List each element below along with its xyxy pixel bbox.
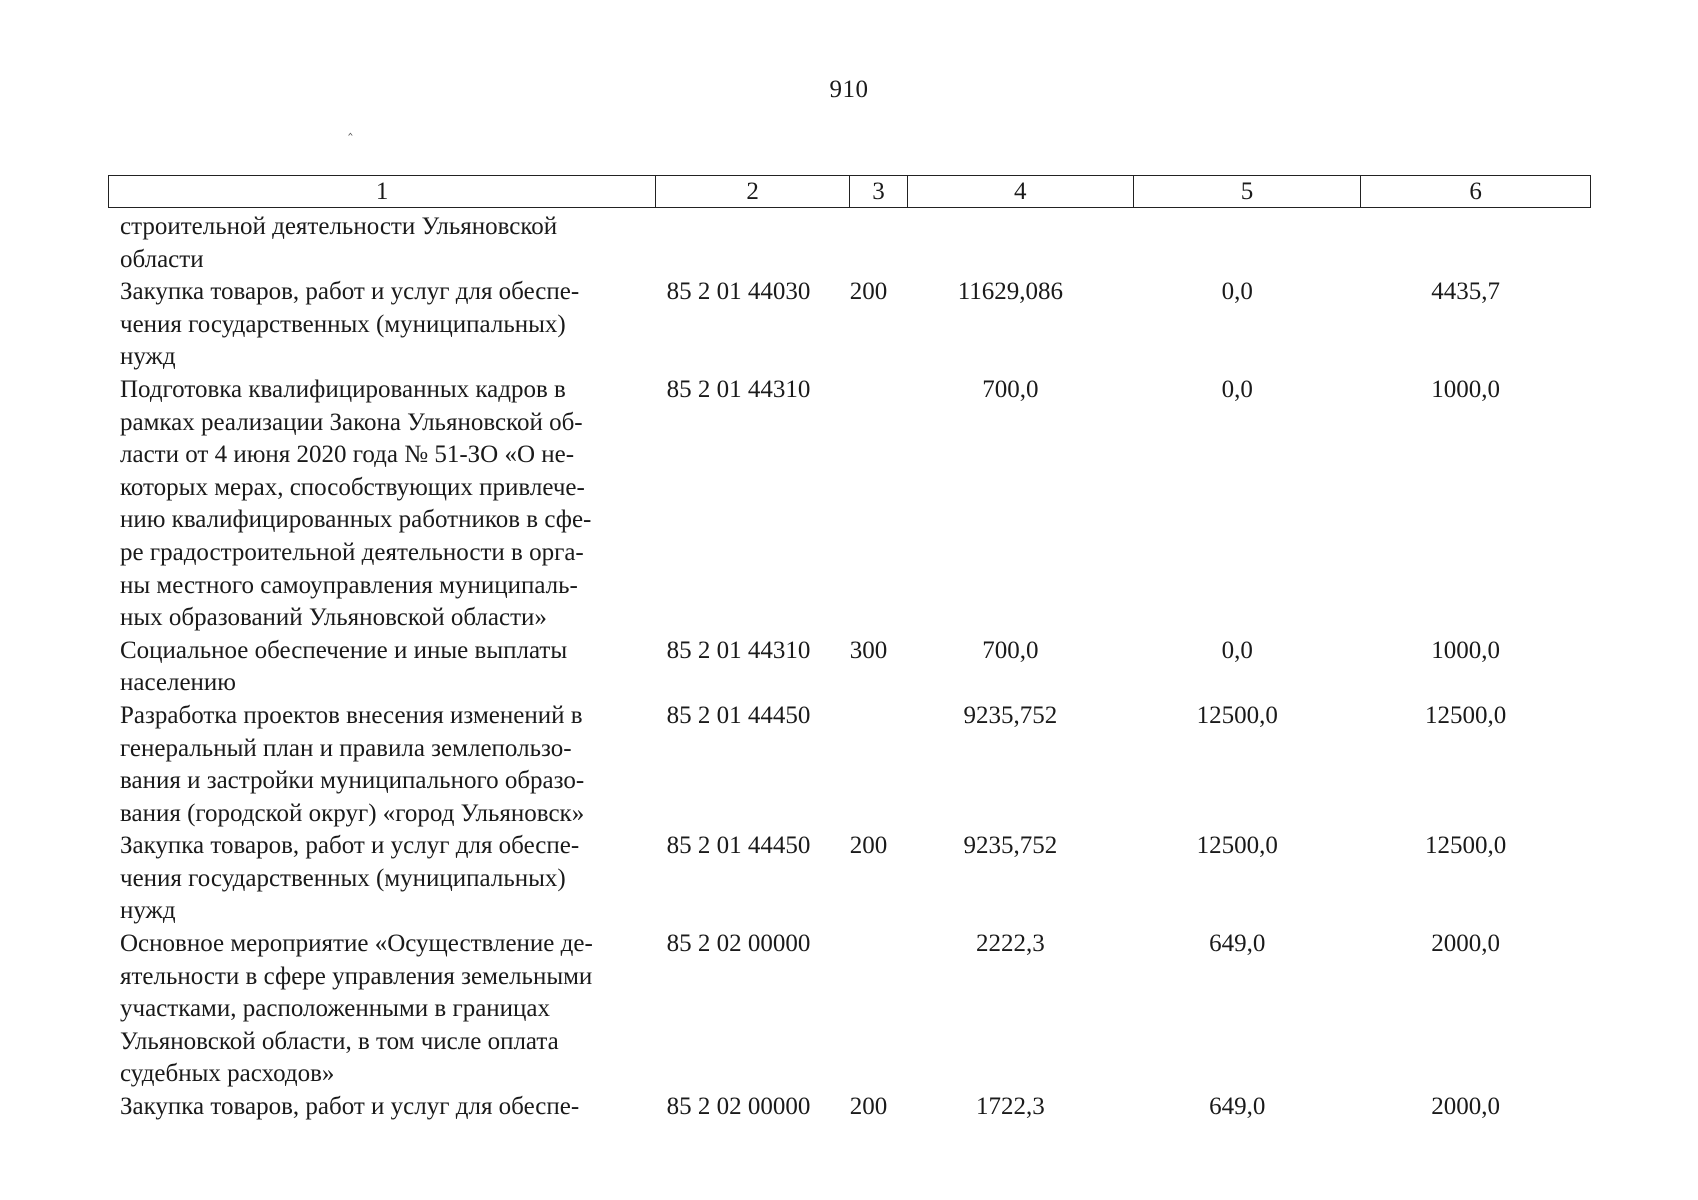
row-name: строительной деятельности Ульяновской области [120,213,558,273]
row-code: 85 2 01 44310 [666,636,811,664]
row-code: 85 2 02 00000 [666,1093,811,1121]
row-value-col6: 2000,0 [1431,1093,1500,1121]
row-value-col5: 649,0 [1209,930,1266,958]
row-code [647,211,840,276]
row-value-col4: 11629,086 [957,278,1064,306]
table-row [120,830,1580,928]
row-value-col6: 1000,0 [1431,636,1500,664]
row-expense-type: 200 [849,1093,888,1121]
row-value-col4: 9235,752 [963,701,1058,729]
page-number: 910 [829,76,869,103]
row-value-col5: 0,0 [1221,278,1253,306]
row-code: 85 2 02 00000 [666,930,811,958]
row-value-col6: 1000,0 [1431,375,1500,403]
row-code: 85 2 01 44450 [666,701,811,729]
row-value-col4: 700,0 [982,375,1039,403]
row-expense-type [840,374,898,635]
header-col-4: 4 [908,176,1134,207]
row-value-col6: 12500,0 [1424,832,1507,860]
row-name: Закупка товаров, работ и услуг для обеспе- чения государственных (муниципальных) нужд [120,278,580,371]
header-col-5: 5 [1134,176,1362,207]
row-value-col6 [1351,211,1580,276]
table-row [120,700,1580,830]
row-expense-type [840,928,898,1091]
row-name: Подготовка квалифицированных кадров в рамках реализации Закона Ульяновской об- ласти от 4 июня 2020 года № 51-ЗО «О не- которых мерах, способствующих привлече- нию квалифицированных работников в сфе- ре градостроительной деятельности в орга- ны местного самоуправления муниципаль- ных образований Ульяновской области» [120,375,592,632]
row-name: Закупка товаров, работ и услуг для обеспе- [120,1093,580,1121]
row-value-col5: 0,0 [1221,636,1253,664]
row-value-col6: 12500,0 [1424,701,1507,729]
row-expense-type: 200 [849,278,888,306]
row-value-col5 [1123,211,1351,276]
row-value-col5: 649,0 [1209,1093,1266,1121]
table-row [120,276,1580,374]
row-name: Разработка проектов внесения изменений в генеральный план и правила землепользо- вания и застройки муниципального образо- вания (городской округ) «город Ульяновск» [120,701,585,827]
row-name: Социальное обеспечение и иные выплаты населению [120,636,568,697]
row-expense-type: 300 [849,636,888,664]
row-code: 85 2 01 44450 [666,832,811,860]
row-expense-type: 200 [849,832,888,860]
row-name: Закупка товаров, работ и услуг для обеспе- чения государственных (муниципальных) нужд [120,832,580,925]
table-row [120,211,1580,276]
row-code: 85 2 01 44030 [666,278,811,306]
row-value-col4: 700,0 [982,636,1039,664]
header-col-2: 2 [656,176,850,207]
row-expense-type [840,700,898,830]
row-value-col4: 1722,3 [976,1093,1045,1121]
row-code: 85 2 01 44310 [666,375,811,403]
row-value-col5: 12500,0 [1196,701,1278,729]
row-value-col4: 2222,3 [976,930,1045,958]
table-row [120,635,1580,700]
table-row [120,374,1580,635]
row-value-col5: 0,0 [1221,375,1253,403]
table-body [120,211,1580,1124]
header-col-1: 1 [109,176,656,207]
row-name: Основное мероприятие «Осуществление де- ятельности в сфере управления земельными участками, расположенными в границах Ульяновской области, в том числе оплата судебных расходов» [120,930,593,1088]
scan-mark: ‸ [348,121,353,136]
row-expense-type [840,211,898,276]
header-col-6: 6 [1469,178,1482,205]
table-header [108,175,1591,208]
table-row [120,928,1580,1091]
row-value-col6: 4435,7 [1431,278,1500,306]
table-row [120,1091,1580,1124]
header-col-3: 3 [850,176,908,207]
row-value-col5: 12500,0 [1196,832,1278,860]
row-value-col4: 9235,752 [963,832,1058,860]
row-value-col6: 2000,0 [1431,930,1500,958]
row-value-col4 [897,211,1123,276]
